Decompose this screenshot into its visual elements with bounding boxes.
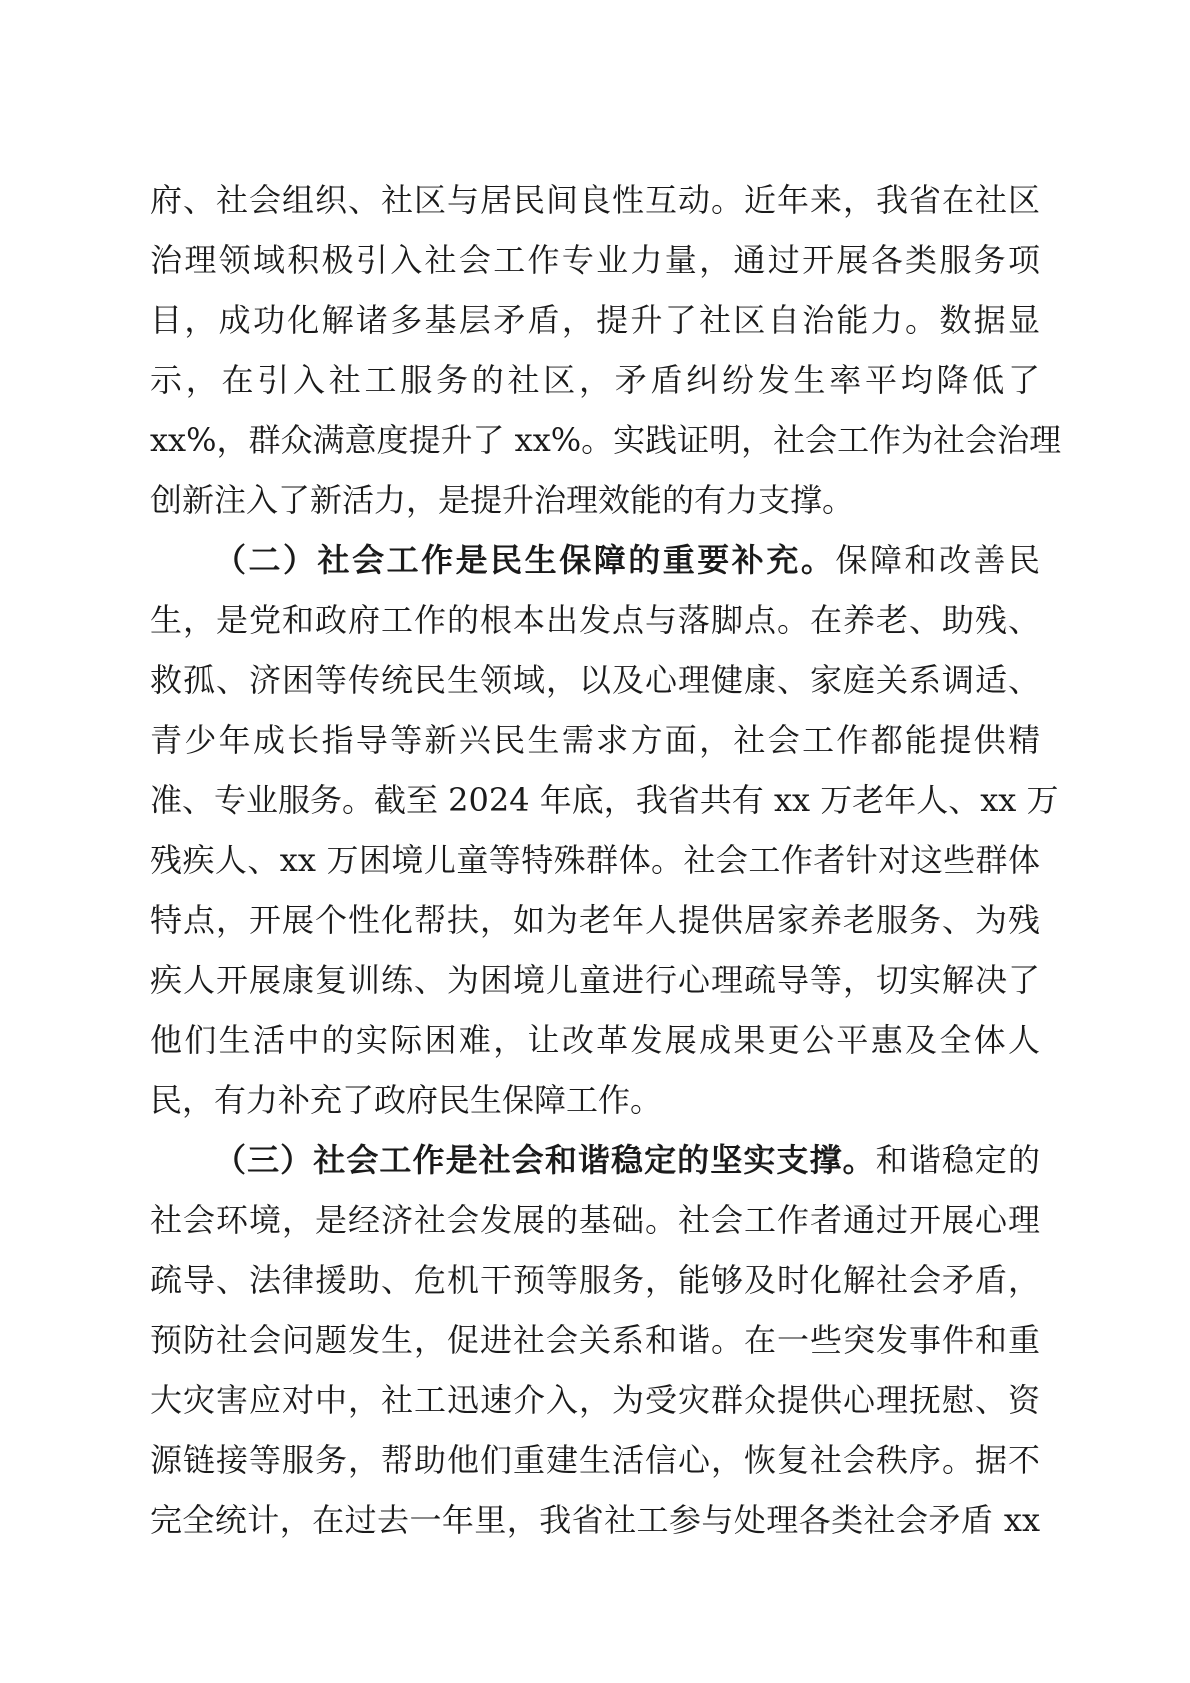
text-line: 疏导、法律援助、危机干预等服务，能够及时化解社会矛盾， <box>150 1261 1040 1299</box>
text-line: 治理领域积极引入社会工作专业力量，通过开展各类服务项 <box>150 241 1040 279</box>
document-body <box>150 170 1062 1550</box>
text-line: 残疾人、xx 万困境儿童等特殊群体。社会工作者针对这些群体 <box>150 841 1040 879</box>
text-line: 生，是党和政府工作的根本出发点与落脚点。在养老、助残、 <box>150 601 1040 639</box>
text-line: 源链接等服务，帮助他们重建生活信心，恢复社会秩序。据不 <box>150 1441 1040 1479</box>
paragraph-3 <box>150 1130 1040 1550</box>
text-line <box>150 1130 1040 1190</box>
section-heading: （三）社会工作是社会和谐稳定的坚实支撑。 <box>214 1141 876 1179</box>
text-line: 特点，开展个性化帮扶，如为老年人提供居家养老服务、为残 <box>150 901 1040 939</box>
text-line: 目，成功化解诸多基层矛盾，提升了社区自治能力。数据显 <box>150 301 1040 339</box>
text-line: 大灾害应对中，社工迅速介入，为受灾群众提供心理抚慰、资 <box>150 1381 1040 1419</box>
text-line: 预防社会问题发生，促进社会关系和谐。在一些突发事件和重 <box>150 1321 1040 1359</box>
text-line: 府、社会组织、社区与居民间良性互动。近年来，我省在社区 <box>150 181 1040 219</box>
text-line: 他们生活中的实际困难，让改革发展成果更公平惠及全体人 <box>150 1021 1040 1059</box>
text-line: xx%，群众满意度提升了 xx%。实践证明，社会工作为社会治理 <box>150 421 1062 459</box>
text-line: 救孤、济困等传统民生领域，以及心理健康、家庭关系调适、 <box>150 661 1040 699</box>
section-heading: （二）社会工作是民生保障的重要补充。 <box>214 541 836 579</box>
text-span: 保障和改善民 <box>835 541 1040 579</box>
text-line: 疾人开展康复训练、为困境儿童进行心理疏导等，切实解决了 <box>150 961 1040 999</box>
text-span: 和谐稳定的 <box>875 1141 1040 1179</box>
text-line: 社会环境，是经济社会发展的基础。社会工作者通过开展心理 <box>150 1201 1040 1239</box>
paragraph-1 <box>150 170 1062 530</box>
text-line: 民，有力补充了政府民生保障工作。 <box>150 1081 663 1119</box>
text-line: 青少年成长指导等新兴民生需求方面，社会工作都能提供精 <box>150 721 1040 759</box>
text-line: 示，在引入社工服务的社区，矛盾纠纷发生率平均降低了 <box>150 361 1040 399</box>
text-line: 完全统计，在过去一年里，我省社工参与处理各类社会矛盾 xx <box>150 1501 1040 1539</box>
text-line: 创新注入了新活力，是提升治理效能的有力支撑。 <box>150 481 855 519</box>
paragraph-2 <box>150 530 1059 1130</box>
text-line <box>150 530 1040 590</box>
text-line: 准、专业服务。截至 2024 年底，我省共有 xx 万老年人、xx 万 <box>150 781 1059 819</box>
